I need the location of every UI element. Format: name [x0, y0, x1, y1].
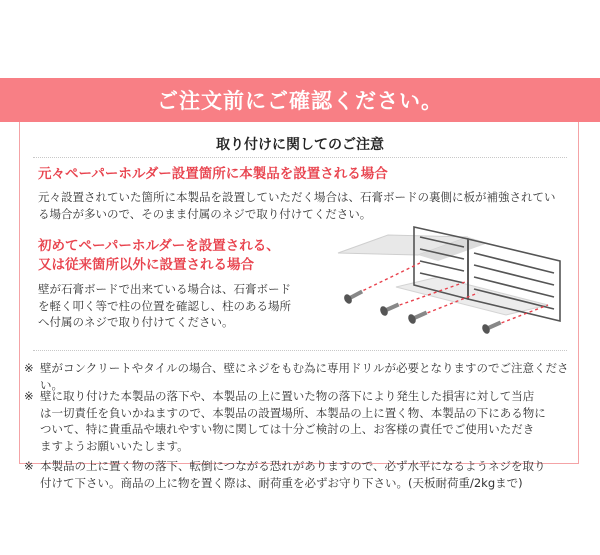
- section2-line: を軽く叩く等で柱の位置を確認し、柱のある場所: [38, 298, 291, 313]
- installation-illustration: [318, 215, 588, 345]
- banner-title: ご注文前にご確認ください。: [157, 89, 443, 113]
- section2-heading-line: 初めてペーパーホルダーを設置される、: [38, 238, 280, 254]
- section2-line: へ付属のネジで取り付けてください。: [38, 315, 234, 329]
- note-line: ついて、特に貴重品や壊れやすい物に関しては十分ご検討の上、お客様の責任でご使用いただき: [40, 422, 535, 436]
- note-item: [24, 458, 590, 491]
- note-mark: ※: [24, 361, 34, 375]
- note-text: [40, 388, 590, 454]
- note-line: 本製品の上に置く物の落下、転倒につながる恐れがありますので、必ず水平になるようネジを取り: [40, 459, 546, 473]
- note-mark: ※: [24, 389, 34, 403]
- section2-line: 壁が石膏ボードで出来ている場合は、石膏ボード: [38, 282, 291, 296]
- subtitle-divider: [33, 157, 567, 158]
- note-line: は一切責任を負いかねますので、本製品の設置場所、本製品の上に置く物、本製品の下にある物に: [40, 405, 546, 420]
- note-mark: ※: [24, 459, 34, 473]
- section-subtitle: 取り付けに関してのご注意: [216, 137, 384, 153]
- note-line: 壁がコンクリートやタイルの場合、壁にネジをもむ為に専用ドリルが必要となりますのでご注意ください。: [40, 361, 569, 392]
- note-item: [24, 388, 590, 454]
- note-line: 付けて下さい。商品の上に物を置く際は、耐荷重を必ずお守り下さい。(天板耐荷重/2kgまで): [40, 475, 523, 490]
- section2-text: [38, 281, 318, 331]
- header-banner: [0, 78, 600, 122]
- note-text: [40, 458, 590, 491]
- note-line: 壁に取り付けた本製品の落下や、本製品の上に置いた物の落下により発生した損害に対して当店: [40, 389, 535, 403]
- section1-heading: 元々ペーパーホルダー設置箇所に本製品を設置される場合: [38, 166, 388, 182]
- base-plate-shape: [396, 277, 548, 315]
- note-line: ますようお願いいたします。: [40, 438, 189, 453]
- section2-heading: [38, 237, 280, 275]
- section2-heading-line: 又は従来箇所以外に設置される場合: [38, 257, 254, 273]
- section1-line: る場合が多いので、そのまま付属のネジで取り付けてください。: [38, 206, 372, 221]
- section1-line: 元々設置されていた箇所に本製品を設置していただく場合は、石膏ボードの裏側に板が補強されてい: [38, 190, 556, 204]
- notes-divider: [33, 350, 567, 351]
